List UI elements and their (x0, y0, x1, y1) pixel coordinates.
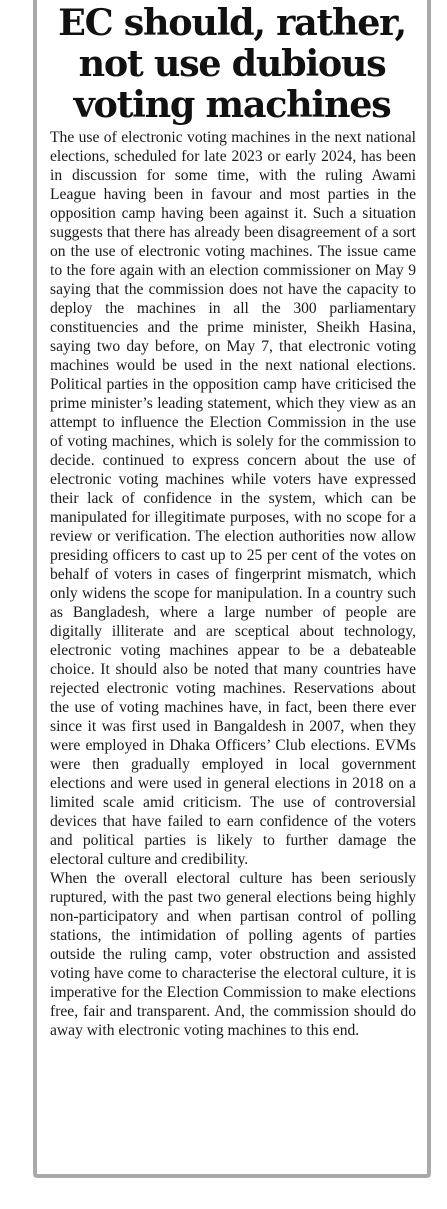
paragraph-1: The use of electronic voting machines in the next national elections, scheduled for late 2023 or early 2024, has been in discussion for some time, with the ruling Awami League having been in favour and most parties in the opposition camp having been against it. Such a situation suggests that there has already been disagreement of a sort on the use of electronic voting machines. The issue came to the fore again with an election commissioner on May 9 saying that the commission does not have the capacity to deploy the machines in all the 300 parliamentary constituencies and the prime minister, Sheikh Hasina, saying two day before, on May 7, that electronic voting machines would be used in the next national elections. Political parties in the opposition camp have criticised the prime minister’s leading statement, which they view as an attempt to influence the Election Commission in the use of voting machines, which is solely for the commission to decide. continued to express concern about the use of electronic voting machines while voters have expressed their lack of confidence in the system, which can be manipulated for illegitimate purposes, with no scope for a review or verification. The election authorities now allow presiding officers to cast up to 25 per cent of the votes on behalf of voters in cases of fingerprint mismatch, which only widens the scope for manipulation. In a country such as Bangladesh, where a large number of people are digitally illiterate and are sceptical about technology, electronic voting machines appear to be a debateable choice. It should also be noted that many countries have rejected electronic voting machines. Reservations about the use of voting machines have, in fact, been there ever since it was first used in Bangaldesh in 2007, when they were employed in Dhaka Officers’ Club elections. EVMs were then gradually employed in local government elections and were used in general elections in 2018 on a limited scale amid criticism. The use of controversial devices that have failed to earn confidence of the voters and political parties is likely to further damage the electoral culture and credibility. (50, 129, 416, 868)
headline (37, 0, 427, 125)
article-body (37, 125, 427, 1040)
paragraph-2: When the overall electoral culture has been seriously ruptured, with the past two general elections being highly non-participatory and when partisan control of polling stations, the intimidation of polling agents of parties outside the ruling camp, voter obstruction and assisted voting have come to characterise the electoral culture, it is imperative for the Election Commission to make elections free, fair and transparent. And, the commission should do away with electronic voting machines to this end. (50, 870, 416, 1039)
editorial-box (33, 0, 431, 1178)
headline-line-2: not use dubious (78, 42, 386, 85)
headline-line-1: EC should, rather, (58, 1, 406, 44)
headline-line-3: voting machines (73, 83, 391, 126)
